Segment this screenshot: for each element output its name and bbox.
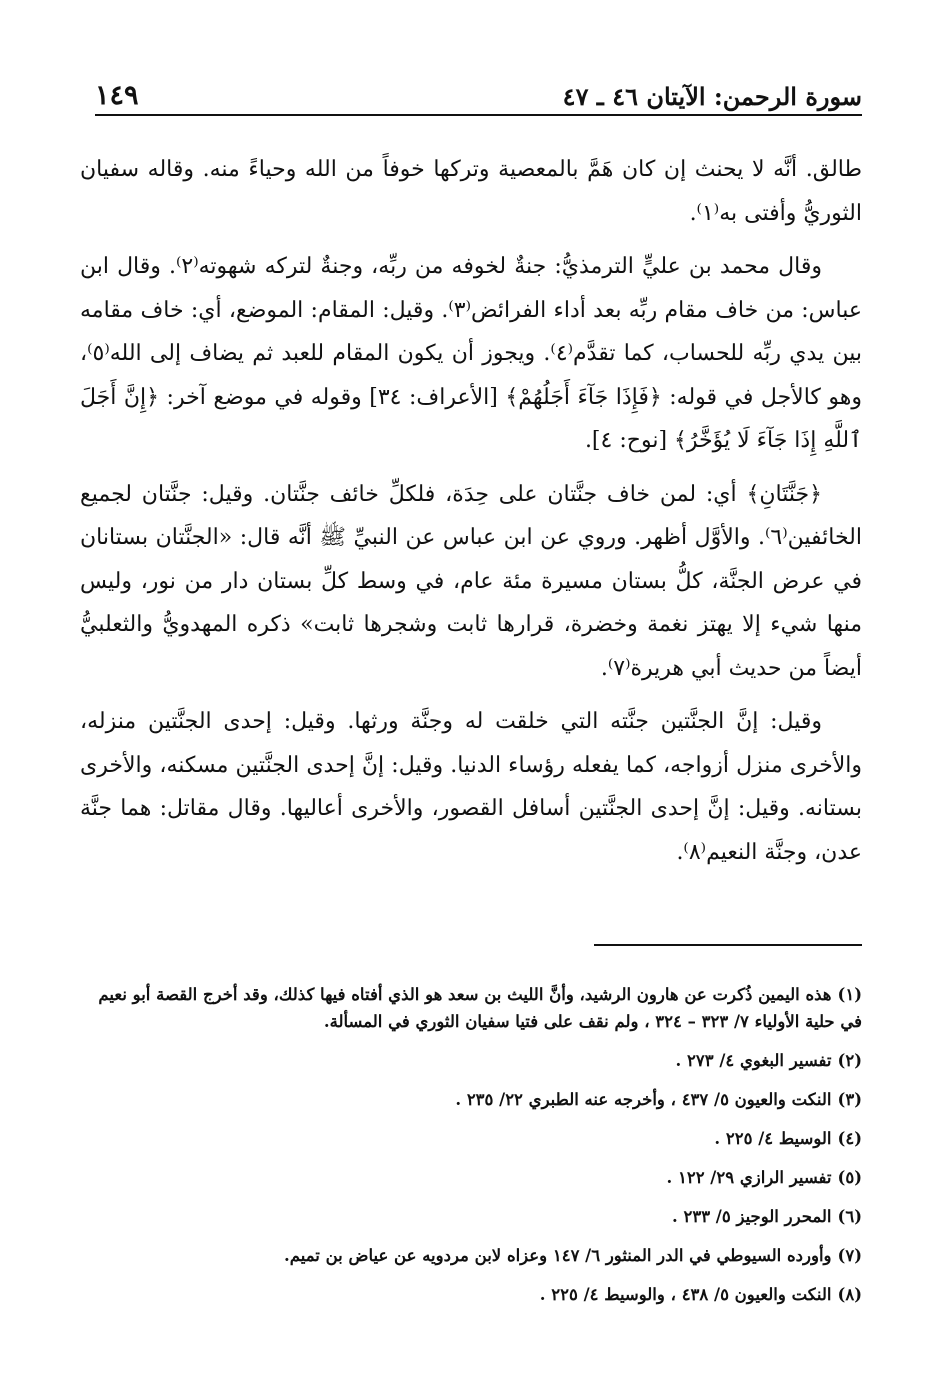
- footnote: [80, 1203, 862, 1230]
- footnote: [80, 981, 862, 1035]
- footnote-number: (١): [837, 985, 862, 1004]
- footnote-text: تفسير البغوي ٤/ ٢٧٣ .: [675, 1051, 832, 1070]
- paragraph: وقيل: إنَّ الجنَّتين جنَّته التي خلقت له وجنَّة ورثها. وقيل: إحدى الجنَّتين منزله، والأخرى منزل أزواجه، كما يفعله رؤساء الدنيا. وقيل: إنَّ إحدى الجنَّتين مسكنه، والأخرى بستانه. وقيل: إنَّ إحدى الجنَّتين أسافل القصور، والأخرى أعاليها. وقال مقاتل: هما جنَّة عدن، وجنَّة النعيم⁽٨⁾.: [80, 709, 862, 865]
- paragraph: ﴿جَنَّتَانِ﴾ أي: لمن خاف جنَّتان على حِدَة، فلكلِّ خائف جنَّتان. وقيل: جنَّتان لجميع الخائفين⁽٦⁾. والأوَّل أظهر. وروي عن ابن عباس عن النبيِّ ﷺ أنَّه قال: «الجنَّتان بستانان في عرض الجنَّة، كلُّ بستان مسيرة مئة عام، في وسط كلِّ بستان دار من نور، وليس منها شيء إلا يهتز نغمة وخضرة، قرارها ثابت وشجرها ثابت» ذكره المهدويُّ والثعلبيُّ أيضاً من حديث أبي هريرة⁽٧⁾.: [80, 481, 862, 681]
- footnote-text: المحرر الوجيز ٥/ ٢٣٣ .: [671, 1207, 832, 1226]
- footnote: [80, 1086, 862, 1113]
- footnote: [80, 1281, 862, 1308]
- footnote: [80, 1164, 862, 1191]
- footnote-number: (٣): [837, 1090, 862, 1109]
- footnote-separator: [594, 944, 862, 946]
- footnotes: [80, 981, 862, 1320]
- footnote-number: (٧): [837, 1246, 862, 1265]
- main-text: [80, 148, 862, 884]
- footnote: [80, 1242, 862, 1269]
- footnote: [80, 1125, 862, 1152]
- footnote-number: (٤): [837, 1129, 862, 1148]
- footnote: [80, 1047, 862, 1074]
- footnote-number: (٢): [837, 1051, 862, 1070]
- footnote-text: وأورده السيوطي في الدر المنثور ٦/ ١٤٧ وعزاه لابن مردويه عن عياض بن تميم.: [284, 1246, 832, 1265]
- footnote-text: تفسير الرازي ٢٩/ ١٢٢ .: [666, 1168, 832, 1187]
- footnote-text: هذه اليمين ذُكرت عن هارون الرشيد، وأنَّ الليث بن سعد هو الذي أفتاه فيها كذلك، وقد أخرج القصة أبو نعيم في حلية الأولياء ٧/ ٣٢٣ – ٣٢٤ ، ولم نقف على فتيا سفيان الثوري في المسألة.: [98, 985, 862, 1031]
- footnote-number: (٦): [837, 1207, 862, 1226]
- footnote-text: الوسيط ٤/ ٢٢٥ .: [714, 1129, 832, 1148]
- running-header: [95, 78, 862, 116]
- footnote-text: النكت والعيون ٥/ ٤٣٨ ، والوسيط ٤/ ٢٢٥ .: [539, 1285, 832, 1304]
- footnote-number: (٥): [837, 1168, 862, 1187]
- paragraph: طالق. أنَّه لا يحنث إن كان هَمَّ بالمعصية وتركها خوفاً من الله وحياءً منه. وقاله سفيان الثوريُّ وأفتى به⁽١⁾.: [80, 157, 862, 226]
- running-title: سورة الرحمن: الآيتان ٤٦ ـ ٤٧: [562, 82, 862, 111]
- page-number: ١٤٩: [95, 80, 139, 111]
- footnote-number: (٨): [837, 1285, 862, 1304]
- footnote-text: النكت والعيون ٥/ ٤٣٧ ، وأخرجه عنه الطبري ٢٢/ ٢٣٥ .: [455, 1090, 832, 1109]
- paragraph: وقال محمد بن عليٍّ الترمذيُّ: جنةٌ لخوفه من ربِّه، وجنةٌ لتركه شهوته⁽٢⁾. وقال ابن عباس: من خاف مقام ربِّه بعد أداء الفرائض⁽٣⁾. وقيل: المقام: الموضع، أي: خاف مقامه بين يدي ربِّه للحساب، كما تقدَّم⁽٤⁾. ويجوز أن يكون المقام للعبد ثم يضاف إلى الله⁽٥⁾، وهو كالأجل في قوله: ﴿فَإِذَا جَآءَ أَجَلُهُمْ﴾ [الأعراف: ٣٤] وقوله في موضع آخر: ﴿إِنَّ أَجَلَ ٱللَّهِ إِذَا جَآءَ لَا يُؤَخَّرُ﴾ [نوح: ٤].: [80, 254, 862, 453]
